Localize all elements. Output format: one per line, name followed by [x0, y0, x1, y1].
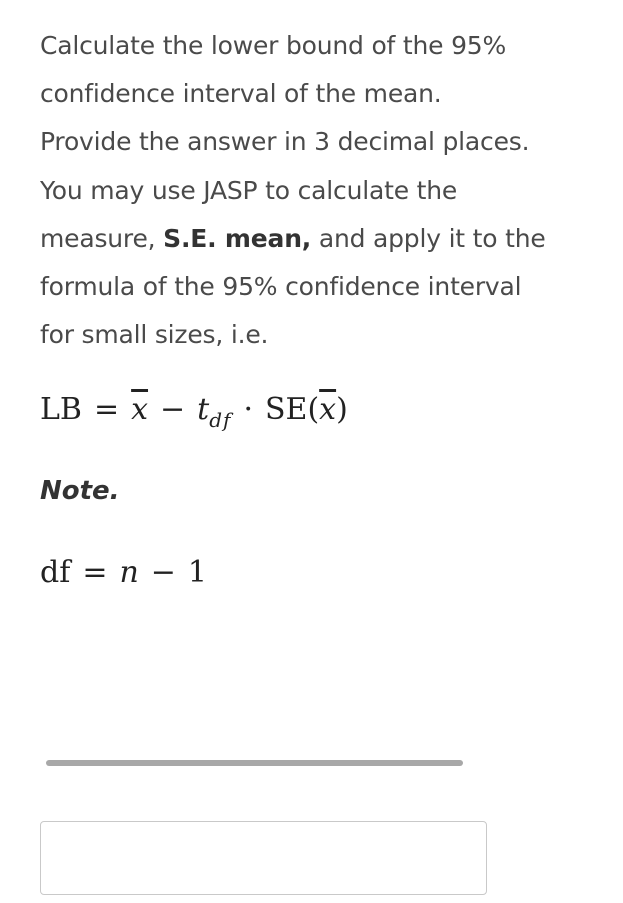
sample-mean-symbol: $\overline{x}$ — [131, 392, 149, 427]
formula-lhs: LB — [40, 392, 82, 427]
question-line: formula of the 95% confidence interval — [40, 272, 522, 302]
equals-sign: = — [93, 392, 120, 427]
minus-sign: − — [150, 555, 176, 590]
equals-sign: = — [82, 555, 108, 590]
answer-input[interactable] — [40, 821, 487, 895]
divider-bar — [46, 760, 463, 766]
note-label: Note. — [40, 476, 120, 506]
se-prefix: SE( — [265, 392, 320, 427]
t-subscript: df — [209, 408, 232, 432]
lower-bound-formula — [40, 392, 348, 432]
question-line: You may use JASP to calculate the — [40, 175, 458, 205]
n-symbol: n — [119, 555, 139, 590]
question-text-segment: measure, — [40, 223, 164, 253]
question-line — [40, 215, 600, 263]
question-line: confidence interval of the mean. — [40, 79, 442, 109]
se-mean-emphasis: S.E. mean, — [163, 223, 312, 253]
question-line: for small sizes, i.e. — [40, 320, 269, 350]
question-text — [40, 22, 600, 359]
degrees-of-freedom-formula — [40, 555, 207, 590]
question-text-segment: and apply it to the — [311, 223, 546, 253]
question-line: Provide the answer in 3 decimal places. — [40, 127, 530, 157]
df-lhs: df — [40, 555, 71, 590]
question-line: Calculate the lower bound of the 95% — [40, 31, 507, 60]
one-constant: 1 — [187, 555, 208, 590]
se-sample-mean-symbol: $\overline{x}$ — [319, 392, 337, 427]
t-symbol: t — [197, 392, 210, 427]
multiply-dot: · — [243, 392, 253, 427]
minus-sign: − — [160, 392, 186, 427]
se-suffix: ) — [336, 392, 348, 427]
